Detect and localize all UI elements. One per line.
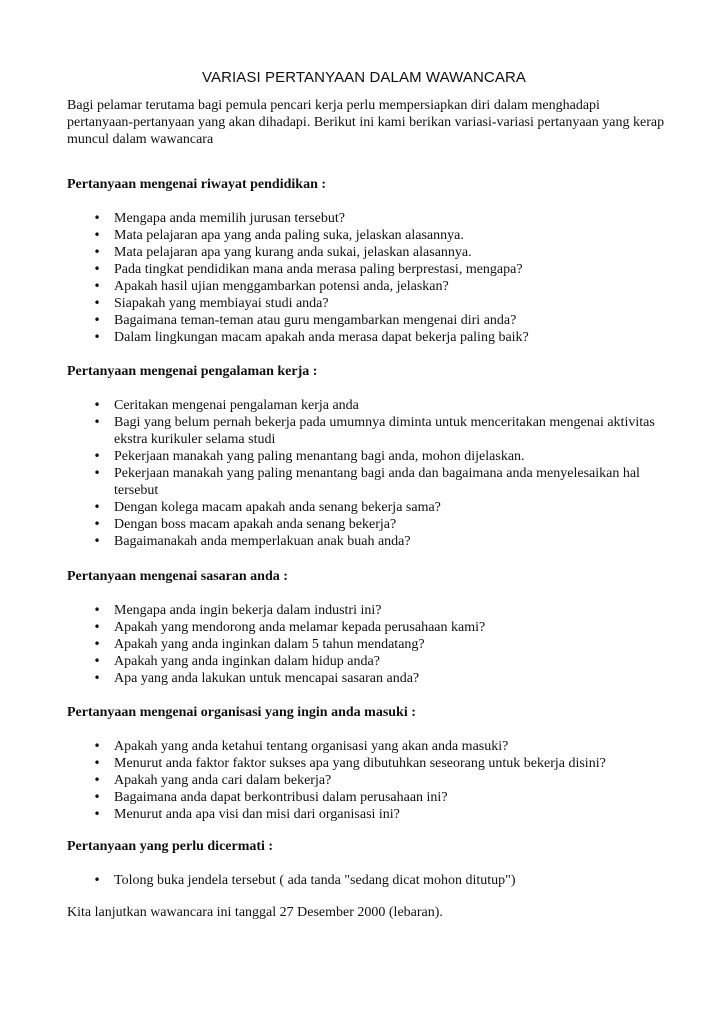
list-item-text: Dengan boss macam apakah anda senang bekerja? [114,517,397,532]
list-item [67,210,667,227]
bullet-icon: • [93,517,101,531]
list-item-text: Ceritakan mengenai pengalaman kerja anda [114,398,359,413]
list-item [67,636,667,653]
bullet-icon: • [93,873,101,887]
list-item [67,499,667,516]
list-item-text: Apakah yang anda ketahui tentang organisasi yang akan anda masuki? [114,739,509,754]
section-heading: Pertanyaan mengenai riwayat pendidikan : [67,177,327,192]
list-item-text: Dengan kolega macam apakah anda senang bekerja sama? [114,500,441,515]
list-item [67,738,667,755]
bullet-icon: • [93,245,101,259]
list-item-text: Pada tingkat pendidikan mana anda merasa paling berprestasi, mengapa? [114,262,523,277]
bullet-icon: • [93,739,101,753]
list-item-text: Menurut anda faktor faktor sukses apa yang dibutuhkan seseorang untuk bekerja disini? [114,756,606,771]
section-riwayat-pendidikan [67,176,667,346]
list-item [67,295,667,312]
list-item [67,772,667,789]
list-item-text: Siapakah yang membiayai studi anda? [114,296,329,311]
bullet-icon: • [93,603,101,617]
question-list [67,397,667,550]
bullet-icon: • [93,279,101,293]
list-item-text: Mata pelajaran apa yang kurang anda sukai, jelaskan alasannya. [114,245,472,260]
list-item [67,448,667,465]
list-item [67,789,667,806]
list-item-text: Apakah yang anda cari dalam bekerja? [114,773,332,788]
list-item [67,261,667,278]
list-item-text: Mengapa anda memilih jurusan tersebut? [114,211,345,226]
closing-paragraph: Kita lanjutkan wawancara ini tanggal 27 Desember 2000 (lebaran). [67,905,443,920]
bullet-icon: • [93,466,101,480]
section-heading: Pertanyaan mengenai organisasi yang ingin anda masuki : [67,705,416,720]
section-organisasi [67,704,667,823]
question-list [67,210,667,346]
list-item-text: Apakah hasil ujian menggambarkan potensi anda, jelaskan? [114,279,449,294]
list-item-text: Apa yang anda lakukan untuk mencapai sasaran anda? [114,671,420,686]
list-item-text: Mengapa anda ingin bekerja dalam industri ini? [114,603,382,618]
section-heading: Pertanyaan yang perlu dicermati : [67,839,274,854]
list-item-text: Bagi yang belum pernah bekerja pada umumnya diminta untuk menceritakan mengenai aktivitas ekstra kurikuler selama studi [114,415,655,447]
bullet-icon: • [93,415,101,429]
list-item-text: Pekerjaan manakah yang paling menantang bagi anda dan bagaimana anda menyelesaikan hal tersebut [114,466,640,498]
bullet-icon: • [93,449,101,463]
bullet-icon: • [93,500,101,514]
bullet-icon: • [93,534,101,548]
question-list [67,872,667,889]
list-item [67,329,667,346]
list-item [67,533,667,550]
section-perlu-dicermati [67,838,667,889]
bullet-icon: • [93,654,101,668]
list-item [67,516,667,533]
list-item [67,227,667,244]
list-item-text: Bagaimanakah anda memperlakuan anak buah anda? [114,534,411,549]
page-title: VARIASI PERTANYAAN DALAM WAWANCARA [201,69,526,86]
bullet-icon: • [93,807,101,821]
list-item-text: Apakah yang anda inginkan dalam 5 tahun mendatang? [114,637,425,652]
bullet-icon: • [93,773,101,787]
list-item-text: Tolong buka jendela tersebut ( ada tanda "sedang dicat mohon ditutup") [114,873,516,888]
bullet-icon: • [93,262,101,276]
bullet-icon: • [93,620,101,634]
bullet-icon: • [93,637,101,651]
list-item-text: Bagaimana anda dapat berkontribusi dalam perusahaan ini? [114,790,448,805]
list-item [67,806,667,823]
list-item [67,755,667,772]
list-item [67,465,667,499]
bullet-icon: • [93,296,101,310]
list-item [67,872,667,889]
bullet-icon: • [93,671,101,685]
list-item [67,653,667,670]
bullet-icon: • [93,228,101,242]
bullet-icon: • [93,398,101,412]
list-item-text: Apakah yang anda inginkan dalam hidup anda? [114,654,380,669]
intro-paragraph: Bagi pelamar terutama bagi pemula pencari kerja perlu mempersiapkan diri dalam menghadapi pertanyaan-pertanyaan yang akan dihadapi. Berikut ini kami berikan variasi-variasi pertanyaan yang kerap muncul dalam wawancara [67,98,665,147]
list-item [67,414,667,448]
list-item-text: Dalam lingkungan macam apakah anda merasa dapat bekerja paling baik? [114,330,529,345]
bullet-icon: • [93,756,101,770]
list-item [67,670,667,687]
list-item [67,244,667,261]
bullet-icon: • [93,211,101,225]
list-item-text: Pekerjaan manakah yang paling menantang bagi anda, mohon dijelaskan. [114,449,525,464]
list-item [67,312,667,329]
bullet-icon: • [93,313,101,327]
list-item-text: Bagaimana teman-teman atau guru mengambarkan mengenai diri anda? [114,313,517,328]
question-list [67,738,667,823]
bullet-icon: • [93,790,101,804]
list-item-text: Menurut anda apa visi dan misi dari organisasi ini? [114,807,400,822]
section-pengalaman-kerja [67,363,667,550]
list-item [67,397,667,414]
list-item-text: Mata pelajaran apa yang anda paling suka, jelaskan alasannya. [114,228,464,243]
question-list [67,602,667,687]
bullet-icon: • [93,330,101,344]
section-heading: Pertanyaan mengenai sasaran anda : [67,569,288,584]
section-sasaran [67,568,667,687]
list-item-text: Apakah yang mendorong anda melamar kepada perusahaan kami? [114,620,486,635]
list-item [67,619,667,636]
section-heading: Pertanyaan mengenai pengalaman kerja : [67,364,318,379]
list-item [67,602,667,619]
list-item [67,278,667,295]
